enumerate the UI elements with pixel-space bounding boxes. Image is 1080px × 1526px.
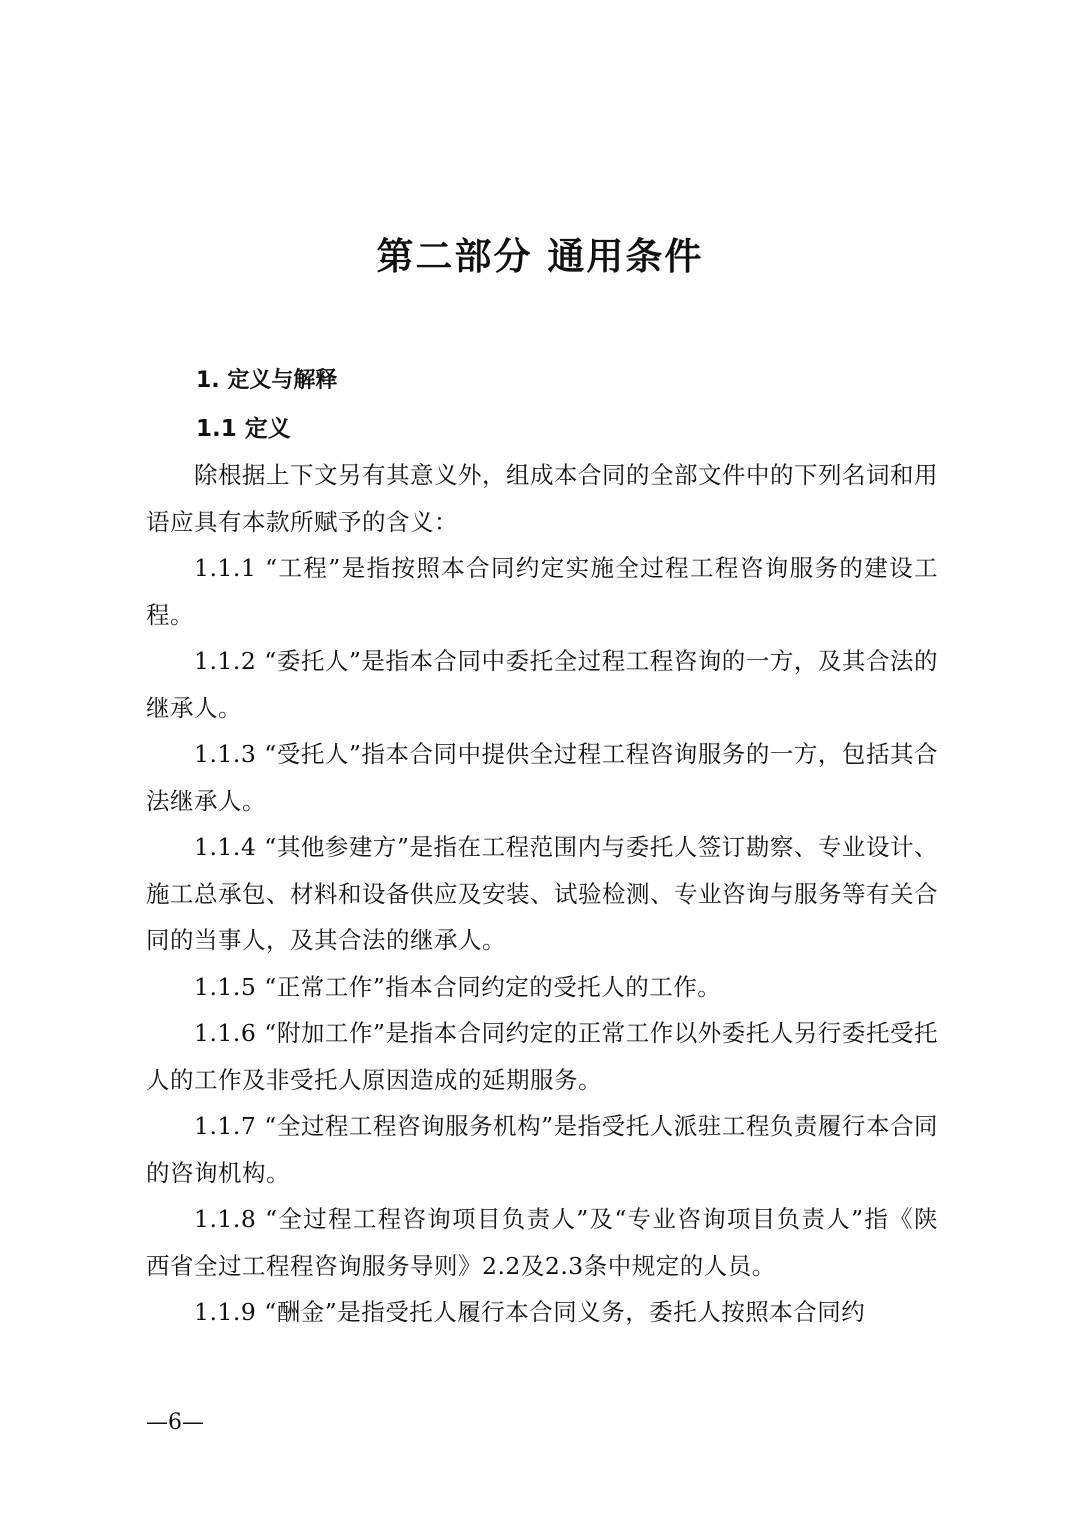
paragraph-1-1-8: 1.1.8 “全过程工程咨询项目负责人”及“专业咨询项目负责人”指《陕西省全过工程程咨询服务导则》2.2及2.3条中规定的人员。 <box>146 1205 938 1280</box>
paragraph-intro: 除根据上下文另有其意义外，组成本合同的全部文件中的下列名词和用语应具有本款所赋予的含义： <box>146 461 938 536</box>
paragraph-1-1-1: 1.1.1 “工程”是指按照本合同约定实施全过程工程咨询服务的建设工程。 <box>146 554 938 629</box>
paragraph-1-1-3: 1.1.3 “受托人”指本合同中提供全过程工程咨询服务的一方，包括其合法继承人。 <box>146 740 938 815</box>
body-text <box>146 452 938 1336</box>
paragraph-1-1-5: 1.1.5 “正常工作”指本合同约定的受托人的工作。 <box>194 972 722 1001</box>
paragraph-1-1-6: 1.1.6 “附加工作”是指本合同约定的正常工作以外委托人另行委托受托人的工作及非受托人原因造成的延期服务。 <box>146 1019 938 1094</box>
page-number: —6— <box>146 1410 204 1435</box>
paragraph-1-1-2: 1.1.2 “委托人”是指本合同中委托全过程工程咨询的一方，及其合法的继承人。 <box>146 647 938 722</box>
section-heading: 1. 定义与解释 <box>196 368 338 393</box>
page-title: 第二部分 通用条件 <box>376 235 704 278</box>
paragraph-1-1-4: 1.1.4 “其他参建方”是指在工程范围内与委托人签订勘察、专业设计、施工总承包、材料和设备供应及安装、试验检测、专业咨询与服务等有关合同的当事人，及其合法的继承人。 <box>146 833 938 954</box>
paragraph-1-1-9: 1.1.9 “酬金”是指受托人履行本合同义务，委托人按照本合同约 <box>194 1298 866 1326</box>
subsection-heading: 1.1 定义 <box>196 416 291 442</box>
paragraph-1-1-7: 1.1.7 “全过程工程咨询服务机构”是指受托人派驻工程负责履行本合同的咨询机构。 <box>146 1112 938 1187</box>
